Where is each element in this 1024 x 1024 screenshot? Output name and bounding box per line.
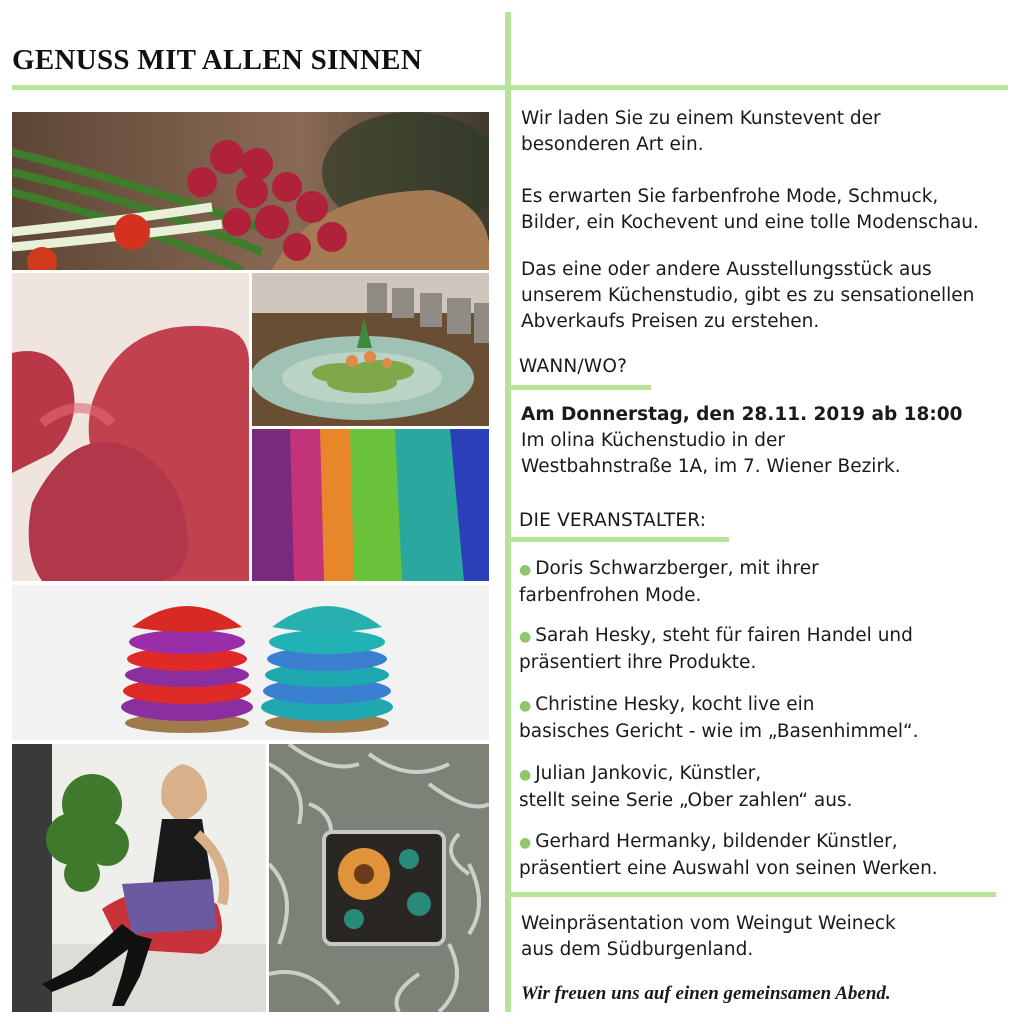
- bullet-icon: ●: [519, 698, 532, 714]
- woman-chair-photo: [12, 744, 266, 1012]
- closing-line: Wir freuen uns auf einen gemeinsamen Abend.: [521, 983, 891, 1004]
- bullet-icon: ●: [519, 629, 532, 645]
- bullet-icon: ●: [519, 835, 532, 851]
- organizer-item: ● Christine Hesky, kocht live ein basisches Gericht - wie im „Basenhimmel“.: [519, 694, 919, 742]
- flower-jewelry-photo: [269, 744, 489, 1012]
- page-title: GENUSS MIT ALLEN SINNEN: [12, 44, 423, 76]
- when-details: [521, 402, 963, 480]
- intro-text: Wir laden Sie zu einem Kunstevent der besonderen Art ein.: [521, 108, 881, 155]
- organizers-heading: DIE VERANSTALTER:: [519, 510, 707, 531]
- wine-text: Weinpräsentation vom Weingut Weineck aus dem Südburgenland.: [521, 913, 896, 960]
- when-heading: WANN/WO?: [519, 356, 628, 377]
- zucchini-dish-photo: [252, 273, 489, 426]
- organizers-underline: [511, 537, 729, 542]
- bullet-icon: ●: [519, 562, 532, 578]
- wine-divider-line: [511, 892, 996, 897]
- red-chair-photo: [12, 273, 249, 581]
- felt-hats-photo: [12, 585, 489, 740]
- event-address: Westbahnstraße 1A, im 7. Wiener Bezirk.: [521, 456, 901, 477]
- bullet-icon: ●: [519, 767, 532, 783]
- sale-text: Das eine oder andere Ausstellungsstück aus unserem Küchenstudio, gibt es zu sensationellen Abverkaufs Preisen zu erstehen.: [521, 259, 975, 332]
- vertical-divider-line: [505, 12, 511, 1012]
- event-date: Am Donnerstag, den 28.11. 2019 ab 18:00: [521, 404, 963, 425]
- when-underline: [511, 385, 651, 390]
- organizer-item: ● Julian Jankovic, Künstler, stellt seine Serie „Ober zahlen“ aus.: [519, 763, 853, 811]
- colorful-fabrics-photo: [252, 429, 489, 581]
- offerings-text: Es erwarten Sie farbenfrohe Mode, Schmuck, Bilder, ein Kochevent und eine tolle Modenschau.: [521, 186, 979, 233]
- event-venue: Im olina Küchenstudio in der: [521, 430, 786, 451]
- vegetables-photo: [12, 112, 489, 270]
- organizer-item: ● Doris Schwarzberger, mit ihrer farbenfrohen Mode.: [519, 558, 819, 606]
- organizer-item: ● Gerhard Hermanky, bildender Künstler, präsentiert eine Auswahl von seinen Werken.: [519, 831, 938, 879]
- organizer-item: ● Sarah Hesky, steht für fairen Handel und präsentiert ihre Produkte.: [519, 625, 913, 673]
